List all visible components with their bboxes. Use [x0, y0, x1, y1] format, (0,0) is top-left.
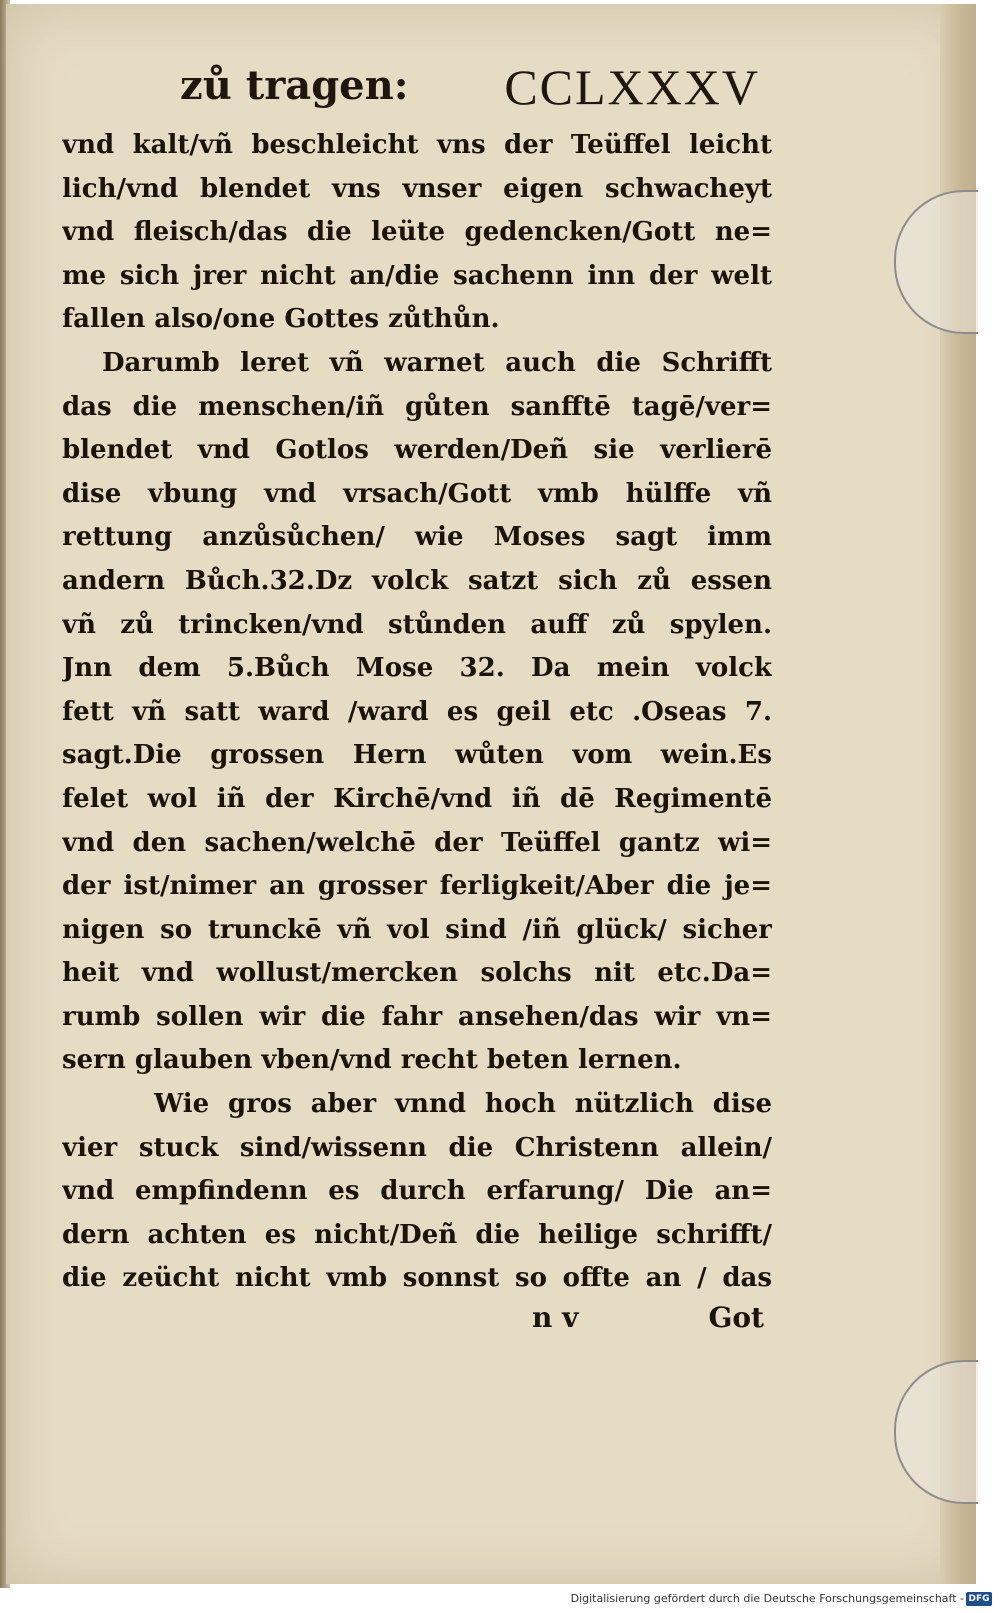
folio-number: CCLXXXV: [504, 59, 760, 115]
text-line: felet wol iñ der Kirchē/vnd iñ dē Regimentē: [62, 783, 772, 814]
text-line: sagt.Die grossen Hern wůten vom wein.Es: [62, 740, 772, 771]
running-head: zů tragen:: [180, 62, 409, 109]
text-line: Darumb leret vñ warnet auch die Schrifft: [102, 347, 772, 378]
signature-mark: n v: [532, 1301, 579, 1334]
text-line: lich/vnd blendet vns vnser eigen schwacheyt: [62, 173, 772, 204]
dfg-logo: DFG: [966, 1592, 992, 1606]
text-line: blendet vnd Gotlos werden/Deñ sie verlierē: [62, 435, 772, 466]
text-line: heit vnd wollust/mercken solchs nit etc.Da=: [62, 958, 772, 989]
text-line: vnd kalt/vñ beschleicht vns der Teüffel leicht: [62, 130, 772, 160]
page-header: [180, 59, 760, 132]
text-line: andern Bůch.32.Dz volck satzt sich zů essen: [62, 565, 772, 596]
catchword: Got: [708, 1301, 764, 1334]
text-line: vnd den sachen/welchē der Teüffel gantz wi=: [62, 827, 772, 858]
text-line: me sich jrer nicht an/die sachenn inn der welt: [62, 260, 772, 291]
text-line: rettung anzůsůchen/ wie Moses sagt imm: [62, 522, 772, 553]
text-line: vnd empfindenn es durch erfarung/ Die an=: [62, 1176, 772, 1207]
text-line: Wie gros aber vnnd hoch nützlich dise: [154, 1089, 772, 1120]
text-line: fallen also/one Gottes zůthůn.: [62, 304, 500, 335]
text-line: fett vñ satt ward /ward es geil etc .Oseas 7.: [62, 696, 772, 727]
funding-notice: Digitalisierung gefördert durch die Deutsche Forschungsgemeinschaft -: [570, 1592, 964, 1605]
text-line: sern glauben vben/vnd recht beten lernen.: [62, 1045, 682, 1076]
text-line: dise vbung vnd vrsach/Gott vmb hülffe vñ: [62, 478, 772, 509]
text-line: rumb sollen wir die fahr ansehen/das wir vn=: [62, 1001, 772, 1032]
body-text: [62, 124, 772, 1301]
text-line: das die menschen/iñ gůten sanfftē tagē/ver=: [62, 391, 772, 422]
text-line: vnd fleisch/das die leüte gedencken/Gott ne=: [62, 217, 772, 248]
text-line: dern achten es nicht/Deñ die heilige schrifft/: [62, 1219, 772, 1250]
text-line: nigen so trunckē vñ vol sind /iñ glück/ sicher: [62, 914, 772, 945]
text-line: Jnn dem 5.Bůch Mose 32. Da mein volck: [62, 653, 772, 684]
text-line: vier stuck sind/wissenn die Christenn allein/: [62, 1132, 772, 1163]
text-line: der ist/nimer an grosser ferligkeit/Aber die je=: [62, 871, 772, 902]
text-line: die zeücht nicht vmb sonnst so offte an / das: [62, 1263, 772, 1294]
digitization-footer: [0, 1588, 1000, 1613]
text-line: vñ zů trincken/vnd stůnden auff zů spylen.: [62, 609, 772, 640]
catch-line: [520, 1295, 782, 1345]
